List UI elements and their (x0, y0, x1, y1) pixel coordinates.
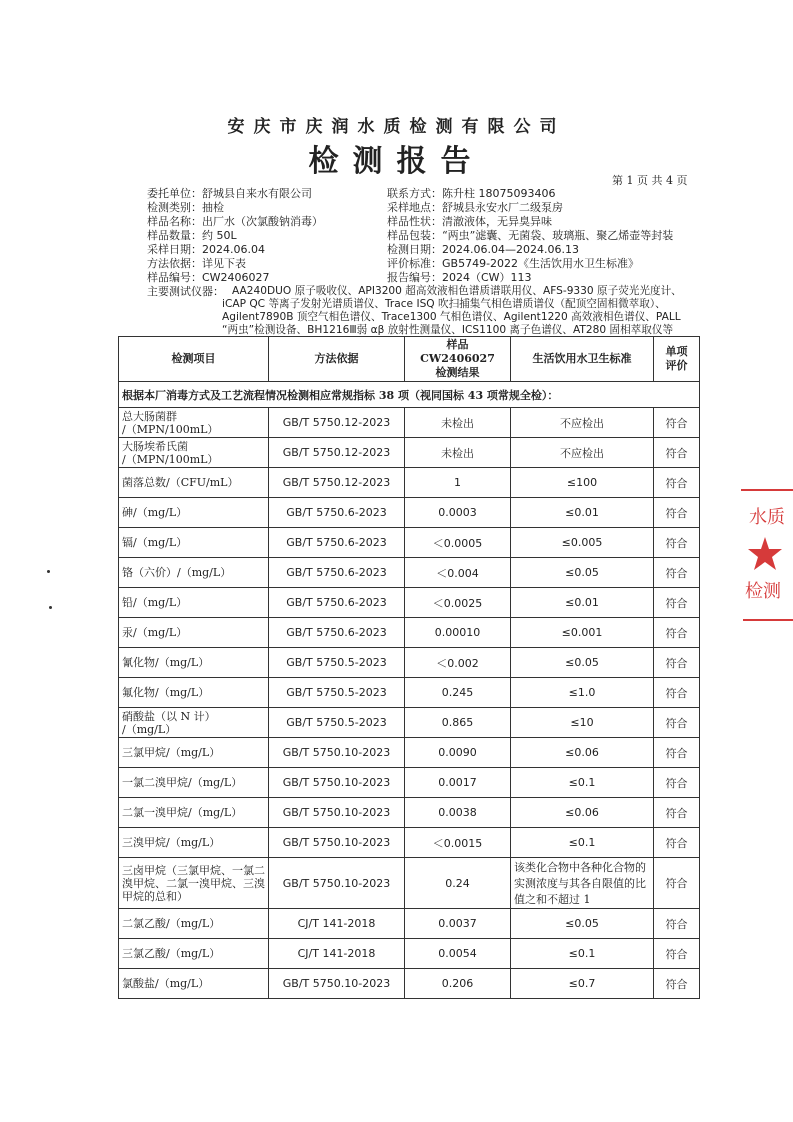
result-cell: 0.0090 (405, 738, 511, 768)
col-header-result: 样品 CW2406027 检测结果 (405, 337, 511, 382)
result-cell: 0.0038 (405, 798, 511, 828)
company-name: 安庆市庆润水质检测有限公司 (227, 117, 566, 137)
standard-cell: ≤0.01 (511, 498, 654, 528)
result-cell: 0.0017 (405, 768, 511, 798)
instrument-line-2: iCAP QC 等离子发射光谱质谱仪、Trace ISQ 吹扫捕集气相色谱质谱仪（配顶空固相微萃取）、 (222, 298, 666, 310)
standard-cell: ≤0.1 (511, 828, 654, 858)
table-row (119, 468, 700, 498)
standard-cell: ≤100 (511, 468, 654, 498)
table-row (119, 798, 700, 828)
eval-cell: 符合 (654, 768, 700, 798)
table-row (119, 558, 700, 588)
eval-cell: 符合 (654, 678, 700, 708)
item-cell: 砷/（mg/L） (119, 498, 269, 528)
method-cell: GB/T 5750.10-2023 (269, 738, 405, 768)
result-cell: 0.0037 (405, 909, 511, 939)
table-row (119, 738, 700, 768)
eval-cell: 符合 (654, 798, 700, 828)
standard-cell: 不应检出 (511, 408, 654, 438)
standard-cell: ≤1.0 (511, 678, 654, 708)
method-cell: GB/T 5750.5-2023 (269, 678, 405, 708)
standard-cell: ≤0.01 (511, 588, 654, 618)
standard-cell: ≤0.05 (511, 558, 654, 588)
standard-cell: ≤0.05 (511, 909, 654, 939)
method-cell: GB/T 5750.6-2023 (269, 528, 405, 558)
col-header-item: 检测项目 (119, 337, 269, 382)
result-cell: ＜0.0005 (405, 528, 511, 558)
eval-cell: 符合 (654, 588, 700, 618)
standard-cell: ≤0.05 (511, 648, 654, 678)
result-cell: 0.24 (405, 858, 511, 909)
standard-cell: ≤0.7 (511, 969, 654, 999)
item-cell: 氯酸盐/（mg/L） (119, 969, 269, 999)
method-cell: GB/T 5750.12-2023 (269, 408, 405, 438)
eval-cell: 符合 (654, 858, 700, 909)
report-no-field: 报告编号：2024（CW）113 (387, 271, 532, 284)
item-cell: 二氯乙酸/（mg/L） (119, 909, 269, 939)
item-cell: 菌落总数/（CFU/mL） (119, 468, 269, 498)
eval-cell: 符合 (654, 408, 700, 438)
item-cell: 汞/（mg/L） (119, 618, 269, 648)
type-field: 检测类别：抽检 (147, 201, 224, 214)
table-row (119, 828, 700, 858)
site-field: 采样地点：舒城县永安水厂二级泵房 (387, 201, 563, 214)
result-cell: ＜0.0015 (405, 828, 511, 858)
table-row (119, 678, 700, 708)
instrument-line-4: “两虫”检测设备、BH1216Ⅲ弱 αβ 放射性测量仪、ICS1100 离子色谱仪、AT280 固相萃取仪等 (222, 324, 674, 336)
instrument-label: 主要测试仪器： (147, 285, 224, 298)
method-cell: GB/T 5750.12-2023 (269, 468, 405, 498)
svg-text:水质: 水质 (749, 507, 785, 528)
table-row (119, 648, 700, 678)
item-cell: 总大肠菌群 /（MPN/100mL） (119, 408, 269, 438)
col-header-method: 方法依据 (269, 337, 405, 382)
standard-cell: ≤0.005 (511, 528, 654, 558)
table-row (119, 588, 700, 618)
standard-cell: ≤0.1 (511, 939, 654, 969)
item-cell: 三氯乙酸/（mg/L） (119, 939, 269, 969)
table-row (119, 909, 700, 939)
sample-no-field: 样品编号：CW2406027 (147, 271, 270, 284)
margin-dot (49, 606, 52, 609)
margin-dot (47, 570, 50, 573)
trait-field: 样品性状：清澈液体，无异臭异味 (387, 215, 552, 228)
method-cell: GB/T 5750.12-2023 (269, 438, 405, 468)
item-cell: 三溴甲烷/（mg/L） (119, 828, 269, 858)
sample-qty-field: 样品数量：约 50L (147, 229, 237, 242)
standard-cell: ≤10 (511, 708, 654, 738)
table-note: 根据本厂消毒方式及工艺流程情况检测相应常规指标 38 项（视同国标 43 项常规全检）： (119, 382, 700, 408)
item-cell: 大肠埃希氏菌 /（MPN/100mL） (119, 438, 269, 468)
item-cell: 镉/（mg/L） (119, 528, 269, 558)
table-row (119, 939, 700, 969)
sample-name-field: 样品名称：出厂水（次氯酸钠消毒） (147, 215, 323, 228)
eval-cell: 符合 (654, 969, 700, 999)
eval-standard-field: 评价标准：GB5749-2022《生活饮用水卫生标准》 (387, 257, 640, 270)
eval-cell: 符合 (654, 558, 700, 588)
standard-cell: ≤0.06 (511, 798, 654, 828)
result-cell: 1 (405, 468, 511, 498)
method-cell: GB/T 5750.5-2023 (269, 648, 405, 678)
result-cell: 未检出 (405, 408, 511, 438)
method-cell: CJ/T 141-2018 (269, 939, 405, 969)
eval-cell: 符合 (654, 708, 700, 738)
eval-cell: 符合 (654, 828, 700, 858)
method-cell: GB/T 5750.10-2023 (269, 768, 405, 798)
eval-cell: 符合 (654, 438, 700, 468)
instrument-line-1: AA240DUO 原子吸收仪、API3200 超高效液相色谱质谱联用仪、AFS-9330 原子荧光光度计、 (232, 285, 682, 297)
page-info: 第 1 页 共 4 页 (612, 174, 688, 187)
item-cell: 三卤甲烷（三氯甲烷、一氯二溴甲烷、二氯一溴甲烷、三溴甲烷的总和） (119, 858, 269, 909)
table-row (119, 708, 700, 738)
sampling-date-field: 采样日期：2024.06.04 (147, 243, 265, 256)
method-cell: GB/T 5750.6-2023 (269, 558, 405, 588)
item-cell: 氰化物/（mg/L） (119, 648, 269, 678)
report-title: 检测报告 (308, 144, 485, 179)
result-cell: 0.206 (405, 969, 511, 999)
table-row (119, 408, 700, 438)
result-cell: ＜0.004 (405, 558, 511, 588)
instrument-line-3: Agilent7890B 顶空气相色谱仪、Trace1300 气相色谱仪、Agilent1220 高效液相色谱仪、PALL (222, 311, 681, 323)
method-cell: GB/T 5750.10-2023 (269, 798, 405, 828)
standard-cell: 该类化合物中各种化合物的实测浓度与其各自限值的比值之和不超过 1 (511, 858, 654, 909)
standard-cell: 不应检出 (511, 438, 654, 468)
package-field: 样品包装：“两虫”滤囊、无菌袋、玻璃瓶、聚乙烯壶等封装 (387, 229, 674, 242)
result-cell: ＜0.002 (405, 648, 511, 678)
eval-cell: 符合 (654, 648, 700, 678)
col-header-standard: 生活饮用水卫生标准 (511, 337, 654, 382)
client-field: 委托单位：舒城县自来水有限公司 (147, 187, 312, 200)
result-cell: ＜0.0025 (405, 588, 511, 618)
table-row (119, 969, 700, 999)
method-cell: GB/T 5750.10-2023 (269, 828, 405, 858)
table-row (119, 528, 700, 558)
result-cell: 0.245 (405, 678, 511, 708)
result-cell: 0.00010 (405, 618, 511, 648)
test-date-field: 检测日期：2024.06.04—2024.06.13 (387, 243, 579, 256)
item-cell: 二氯一溴甲烷/（mg/L） (119, 798, 269, 828)
method-cell: GB/T 5750.6-2023 (269, 588, 405, 618)
item-cell: 氟化物/（mg/L） (119, 678, 269, 708)
result-cell: 未检出 (405, 438, 511, 468)
method-basis-field: 方法依据：详见下表 (147, 257, 246, 270)
eval-cell: 符合 (654, 528, 700, 558)
result-cell: 0.0054 (405, 939, 511, 969)
method-cell: GB/T 5750.10-2023 (269, 969, 405, 999)
standard-cell: ≤0.06 (511, 738, 654, 768)
table-row (119, 618, 700, 648)
results-table (118, 336, 700, 999)
contact-field: 联系方式：陈升柱 18075093406 (387, 187, 556, 200)
method-cell: GB/T 5750.10-2023 (269, 858, 405, 909)
eval-cell: 符合 (654, 909, 700, 939)
table-row (119, 768, 700, 798)
method-cell: GB/T 5750.6-2023 (269, 618, 405, 648)
eval-cell: 符合 (654, 468, 700, 498)
result-cell: 0.0003 (405, 498, 511, 528)
eval-cell: 符合 (654, 738, 700, 768)
standard-cell: ≤0.1 (511, 768, 654, 798)
table-row (119, 858, 700, 909)
method-cell: GB/T 5750.5-2023 (269, 708, 405, 738)
item-cell: 铬（六价）/（mg/L） (119, 558, 269, 588)
svg-text:检测: 检测 (745, 581, 781, 602)
table-row (119, 438, 700, 468)
result-cell: 0.865 (405, 708, 511, 738)
method-cell: GB/T 5750.6-2023 (269, 498, 405, 528)
eval-cell: 符合 (654, 498, 700, 528)
item-cell: 硝酸盐（以 N 计） /（mg/L） (119, 708, 269, 738)
item-cell: 一氯二溴甲烷/（mg/L） (119, 768, 269, 798)
eval-cell: 符合 (654, 618, 700, 648)
item-cell: 三氯甲烷/（mg/L） (119, 738, 269, 768)
method-cell: CJ/T 141-2018 (269, 909, 405, 939)
col-header-eval: 单项 评价 (654, 337, 700, 382)
table-row (119, 498, 700, 528)
item-cell: 铅/（mg/L） (119, 588, 269, 618)
standard-cell: ≤0.001 (511, 618, 654, 648)
seal-stamp (735, 485, 793, 625)
eval-cell: 符合 (654, 939, 700, 969)
